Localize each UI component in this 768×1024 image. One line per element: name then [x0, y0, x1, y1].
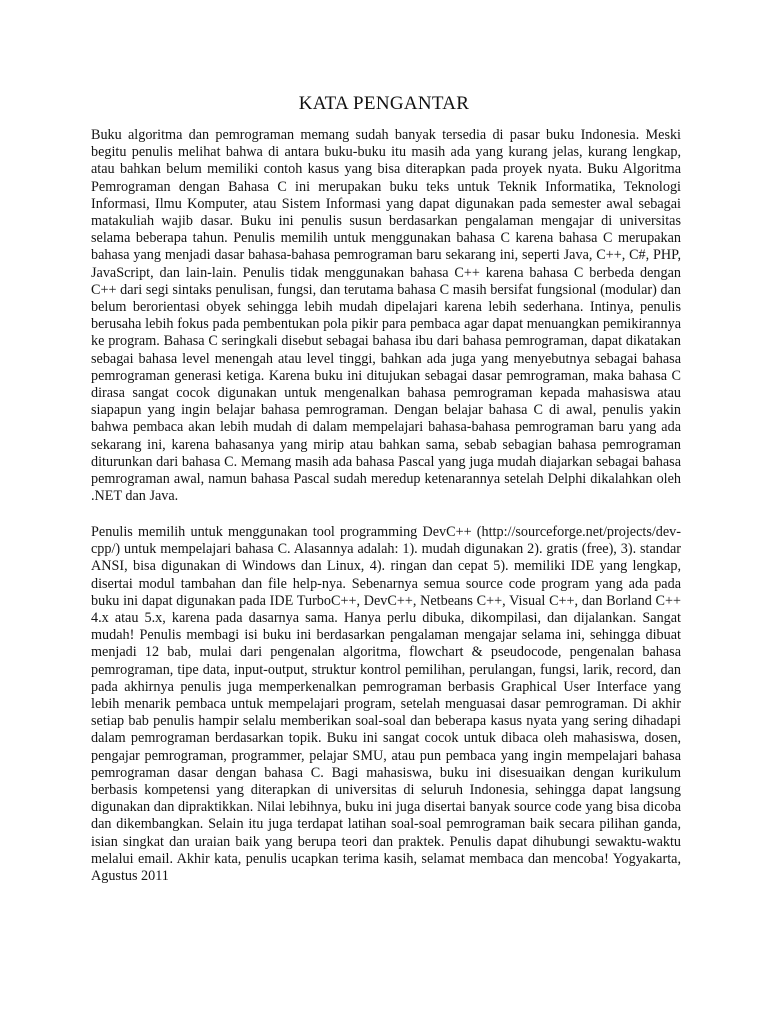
paragraph-1: Buku algoritma dan pemrograman memang sudah banyak tersedia di pasar buku Indonesia. Meski begitu penulis melihat bahwa di antara buku-buku itu masih ada yang kurang jelas, kurang lengkap, atau bahkan belum memiliki contoh kasus yang bisa diterapkan pada proyek nyata. Buku Algoritma Pemrograman dengan Bahasa C ini merupakan buku teks untuk Teknik Informatika, Teknologi Informasi, Ilmu Komputer, atau Sistem Informasi yang dapat digunakan pada semester awal sebagai matakuliah wajib dasar. Buku ini penulis susun berdasarkan pengalaman mengajar di universitas selama beberapa tahun. Penulis memilih untuk menggunakan bahasa C karena bahasa C merupakan bahasa yang menjadi dasar bahasa-bahasa pemrograman baru sekarang ini, seperti Java, C++, C#, PHP, JavaScript, dan lain-lain. Penulis tidak menggunakan bahasa C++ karena bahasa C berbeda dengan C++ dari segi sintaks penulisan, fungsi, dan terutama bahasa C masih bersifat fungsional (modular) dan belum berorientasi obyek sehingga lebih mudah dipelajari karena lebih sederhana. Intinya, penulis berusaha lebih fokus pada pembentukan pola pikir para pembaca agar dapat menuangkan pemikirannya ke program. Bahasa C seringkali disebut sebagai bahasa ibu dari bahasa pemrograman, dapat dikatakan sebagai bahasa level menengah atau level tinggi, bahkan ada juga yang menyebutnya sebagai bahasa pemrograman generasi ketiga. Karena buku ini ditujukan sebagai dasar pemrograman, maka bahasa C dirasa sangat cocok digunakan untuk mengenalkan bahasa pemrograman kepada mahasiswa atau siapapun yang ingin belajar bahasa pemrograman. Dengan belajar bahasa C di awal, penulis yakin bahwa pembaca akan lebih mudah di dalam mempelajari bahasa-bahasa pemrograman baru yang ada sekarang ini, karena bahasanya yang mirip atau bahkan sama, sebab sebagian bahasa pemrograman diturunkan dari bahasa C. Memang masih ada bahasa Pascal yang juga mudah diajarkan sebagai bahasa pemrograman awal, namun bahasa Pascal sudah meredup ketenarannya setelah Delphi dikalahkan oleh .NET dan Java. — [91, 127, 681, 505]
page-title: KATA PENGANTAR — [298, 93, 470, 114]
paragraph-2: Penulis memilih untuk menggunakan tool programming DevC++ (http://sourceforge.net/projects/dev-cpp/) untuk mempelajari bahasa C. Alasannya adalah: 1). mudah digunakan 2). gratis (free), 3). standar ANSI, bisa digunakan di Windows dan Linux, 4). ringan dan cepat 5). memiliki IDE yang lengkap, disertai modul tambahan dan file help-nya. Sebenarnya semua source code program yang ada pada buku ini dapat digunakan pada IDE TurboC++, DevC++, Netbeans C++, Visual C++, dan Borland C++ 4.x atau 5.x, karena pada dasarnya sama. Hanya perlu dibuka, dikompilasi, dan dijalankan. Sangat mudah! Penulis membagi isi buku ini berdasarkan pengalaman mengajar selama ini, sehingga dibuat menjadi 12 bab, mulai dari pengenalan algoritma, flowchart & pseudocode, pengenalan bahasa pemrograman, tipe data, input-output, struktur kontrol pemilihan, perulangan, fungsi, larik, record, dan pada akhirnya penulis juga memperkenalkan pemrograman berbasis Graphical User Interface yang lebih menarik pembaca untuk mempelajari program, setelah menguasai dasar pemrograman. Di akhir setiap bab penulis hampir selalu memberikan soal-soal dan beberapa kasus nyata yang sering dihadapi dalam pemrograman berdasarkan topik. Buku ini sangat cocok untuk dibaca oleh mahasiswa, dosen, pengajar pemrograman, programmer, pelajar SMU, atau pun pembaca yang ingin mempelajari bahasa pemrograman dasar dengan bahasa C. Bagi mahasiswa, buku ini disesuaikan dengan kurikulum berbasis kompetensi yang diterapkan di universitas di seluruh Indonesia, sehingga dapat langsung digunakan dan dipraktikkan. Nilai lebihnya, buku ini juga disertai banyak source code yang bisa dicoba dan dikembangkan. Selain itu juga terdapat latihan soal-soal pemrograman baik secara pilihan ganda, isian singkat dan uraian baik yang berupa teori dan praktek. Penulis dapat dihubungi sewaktu-waktu melalui email. Akhir kata, penulis ucapkan terima kasih, selamat membaca dan mencoba! Yogyakarta, Agustus 2011 — [91, 524, 681, 885]
